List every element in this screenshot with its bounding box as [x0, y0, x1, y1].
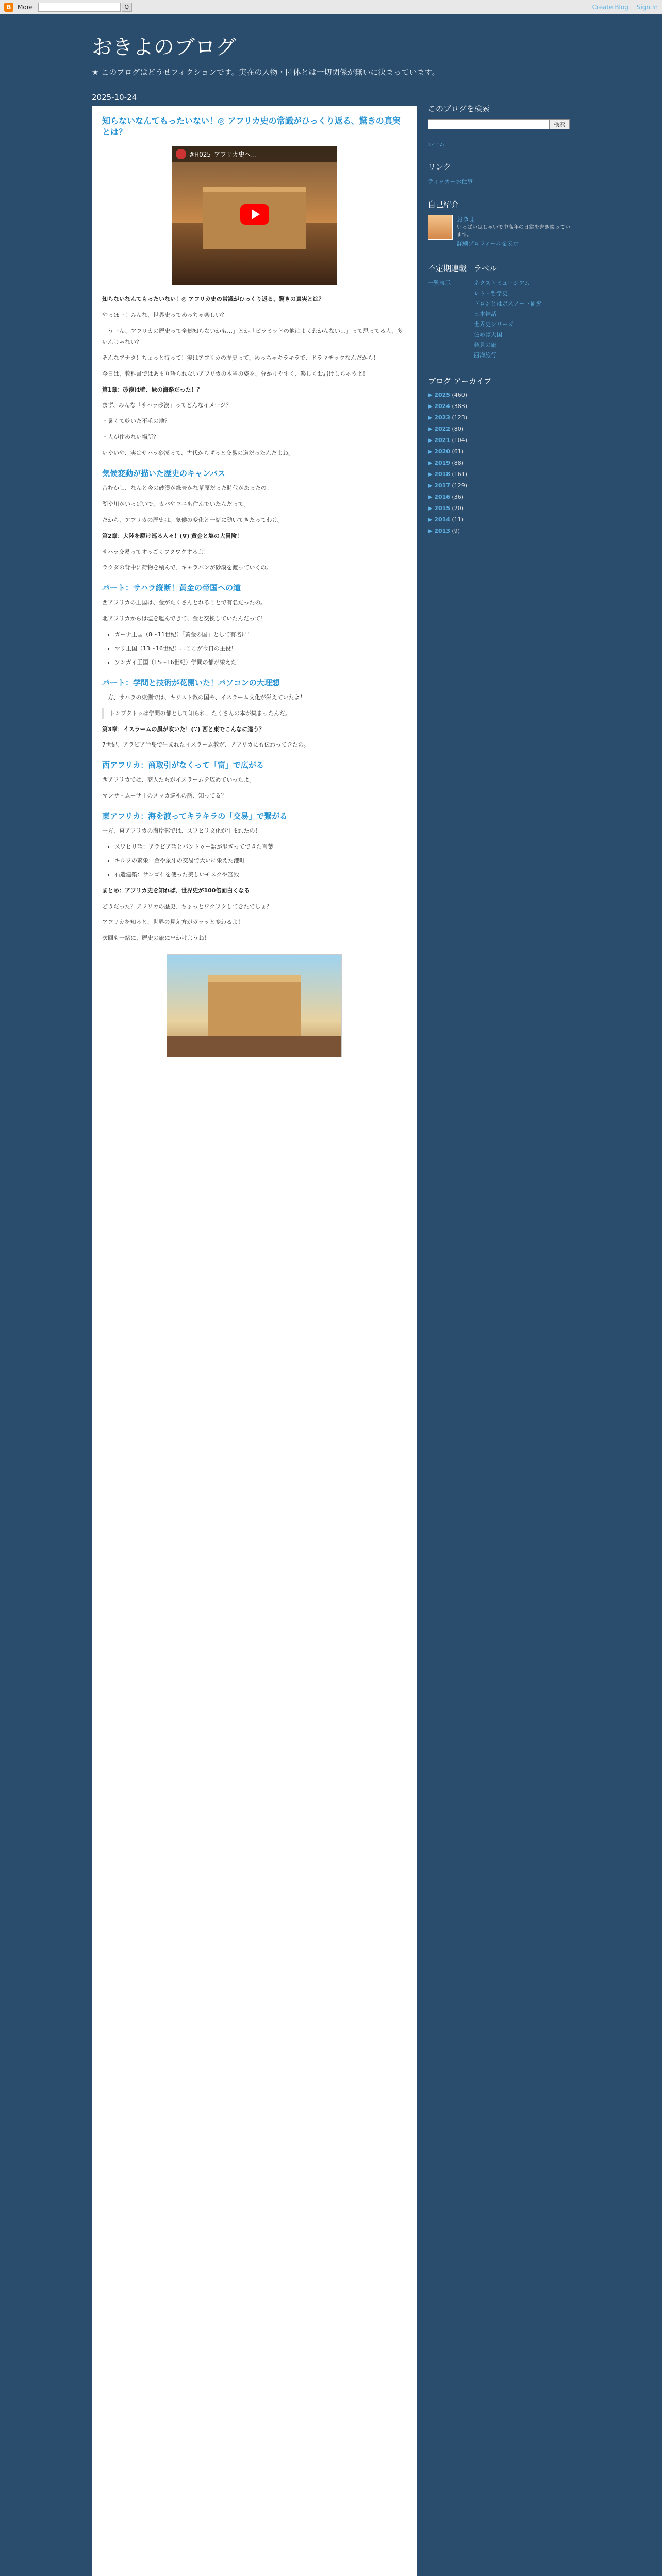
body-paragraph: 今日は、教科書ではあまり語られないアフリカの本当の姿を、分かりやすく、楽しくお届けしちゃうよ！ — [102, 370, 369, 377]
section-heading: 気候変動が描いた歴史のキャンバス — [102, 468, 225, 478]
search-row — [428, 119, 572, 129]
ending-line: 次回も一緒に、歴史の旅に出かけようね！ — [102, 935, 210, 942]
sidebar-link[interactable]: ティッカーお仕事 — [428, 178, 473, 185]
section-line: 西アフリカでは、商人たちがイスラームを広めていったよ。 — [102, 776, 255, 784]
play-icon — [252, 209, 260, 219]
embedded-video[interactable] — [172, 146, 337, 285]
blog-search-input[interactable] — [428, 119, 549, 129]
video-title-bar — [172, 146, 337, 162]
blog-header — [92, 31, 571, 77]
section-heading: パート：学問と技術が花開いた！パソコンの大理想 — [102, 677, 280, 687]
archive-year[interactable]: ▶ 2020 (61) — [428, 448, 464, 455]
search-widget-title: このブログを検索 — [428, 104, 490, 113]
blog-search-button[interactable]: 検索 — [549, 119, 570, 129]
sidebar — [428, 103, 572, 548]
post-date: 2025-10-24 — [92, 93, 137, 102]
post-title[interactable]: 知らないなんてもったいない！◎ アフリカ史の常識がひっくり返る、驚きの真実とは？ — [102, 116, 401, 137]
sign-in-link[interactable]: Sign In — [636, 3, 658, 11]
list-item: • キルワの繁栄：金や象牙の交易で大いに栄えた港町 — [114, 856, 406, 867]
section-line: サハラ交易ってすっごくワクワクするよ！ — [102, 548, 209, 555]
body-paragraph: そんなアナタ！ちょっと待って！実はアフリカの歴史って、めっちゃキラキラで、ドラマチックなんだから！ — [102, 354, 379, 361]
section-heading: パート：サハラ縦断！黄金の帝国への道 — [102, 583, 241, 593]
archive-year[interactable]: ▶ 2025 (460) — [428, 392, 467, 398]
list-item: • ソンガイ王国（15〜16世紀）学問の都が栄えた！ — [114, 657, 406, 668]
ending-title: まとめ：アフリカ史を知れば、世界史が100倍面白くなる — [102, 887, 250, 894]
main-column — [92, 93, 417, 2576]
section-line: いやいや、実はサハラ砂漠って、古代からずっと交易の道だったんだよね。 — [102, 450, 294, 457]
section-line: 7世紀、アラビア半島で生まれたイスラーム教が、アフリカにも伝わってきたの。 — [102, 741, 309, 749]
section-line: 一方、東アフリカの海岸部では、スワヒリ文化が生まれたの！ — [102, 827, 261, 835]
navbar-search-input[interactable] — [38, 3, 121, 12]
play-button[interactable] — [240, 204, 269, 225]
series-widget — [428, 263, 467, 361]
blogger-navbar — [0, 0, 662, 14]
list-item: • ガーナ王国（8〜11世紀）「黄金の国」として有名に！ — [114, 630, 406, 640]
body-paragraph: 「うーん、アフリカの歴史って全然知らないかも…」とか「ピラミッドの他はよくわかんない…」って思ってる人、多いんじゃない？ — [102, 327, 403, 345]
search-widget — [428, 103, 572, 148]
ending-line: アフリカを知ると、世界の見え方がガラッと変わるよ！ — [102, 919, 244, 926]
profile-name[interactable]: おきよ — [457, 216, 476, 223]
section-line: ラクダの背中に荷物を積んで、キャラバンが砂漠を渡っていくの。 — [102, 564, 272, 571]
section-heading: 西アフリカ：商取引がなくって「富」で広がる — [102, 760, 264, 770]
list-item: • マリ王国（13〜16世紀）…ここが今日の主役！ — [114, 643, 406, 654]
section-line: だから、アフリカの歴史は、気候の変化と一緒に動いてきたってわけ。 — [102, 516, 284, 523]
avatar[interactable] — [428, 215, 453, 240]
label-link[interactable]: 西洋旅行 — [474, 352, 497, 359]
section-line: まず、みんな「サハラ砂漠」ってどんなイメージ？ — [102, 402, 232, 409]
labels-area — [428, 263, 572, 361]
label-link[interactable]: 発見の旅 — [474, 342, 497, 348]
list-item: • 石造建築：サンゴ石を使った美しいモスクや宮殿 — [114, 870, 406, 880]
archive-year[interactable]: ▶ 2017 (129) — [428, 482, 467, 489]
links-widget — [428, 161, 572, 185]
profile-widget-title: 自己紹介 — [428, 200, 459, 209]
post-image[interactable] — [167, 954, 342, 1057]
archive-year[interactable]: ▶ 2013 (9) — [428, 528, 460, 534]
series-link[interactable]: 一覧表示 — [428, 280, 451, 286]
blogger-logo-icon[interactable]: B — [4, 3, 13, 12]
navbar-right-links — [592, 4, 658, 11]
channel-avatar[interactable] — [176, 149, 186, 159]
section-heading: 東アフリカ：海を渡ってキラキラの「交易」で繋がる — [102, 811, 288, 821]
labels-widget-title: ラベル — [474, 264, 498, 273]
video-title[interactable]: #H025_アフリカ史へ… — [189, 150, 257, 158]
section-line: 湖や川がいっぱいで、カバやワニも住んでいたんだって。 — [102, 500, 250, 507]
section-line: 北アフリカからは塩を運んできて、金と交換していたんだって！ — [102, 615, 267, 622]
archive-year[interactable]: ▶ 2023 (123) — [428, 414, 467, 421]
create-blog-link[interactable]: Create Blog — [592, 3, 628, 11]
links-widget-title: リンク — [428, 162, 451, 172]
label-link[interactable]: レト・哲学史 — [474, 290, 508, 297]
section-line: マンサ・ムーサ王のメッカ巡礼の話、知ってる？ — [102, 792, 227, 800]
section-line: ・人が住めない場所？ — [102, 434, 159, 441]
profile-widget — [428, 199, 572, 249]
archive-year[interactable]: ▶ 2015 (20) — [428, 505, 464, 512]
archive-year[interactable]: ▶ 2014 (11) — [428, 516, 464, 523]
blog-description: ★ このブログはどうせフィクションです。実在の人物・団体とは一切関係が無いに決まっています。 — [92, 67, 440, 77]
label-link[interactable]: 日本神話 — [474, 311, 497, 317]
more-menu[interactable]: More — [18, 3, 33, 11]
label-link[interactable]: 住めば天国 — [474, 331, 503, 338]
bullet-list — [114, 630, 406, 668]
section-line: 一方、サハラの東側では、キリスト教の国や、イスラーム文化が栄えていたよ！ — [102, 693, 306, 701]
section-line: 西アフリカの王国は、金がたくさんとれることで有名だったの。 — [102, 599, 267, 606]
navbar-search-button[interactable]: Q — [122, 3, 132, 12]
section-quote: トンブクトゥは学問の都として知られ、たくさんの本が集まったんだ。 — [102, 708, 406, 719]
archive-year[interactable]: ▶ 2016 (36) — [428, 494, 464, 500]
body-paragraph: やっほー！みんな、世界史ってめっちゃ楽しい？ — [102, 312, 227, 319]
profile-text: いっぱいはしゃいで中高年の日常を書き綴っています。 — [457, 225, 570, 238]
ending-line: どうだった？アフリカの歴史、ちょっとワクワクしてきたでしょ？ — [102, 903, 272, 910]
label-link[interactable]: 世界史シリーズ — [474, 321, 514, 328]
image-building — [208, 975, 301, 1042]
profile — [428, 215, 572, 249]
label-link[interactable]: ドロンとはボスノート研究 — [474, 300, 542, 307]
image-crowd — [167, 1036, 341, 1057]
profile-link[interactable]: 詳細プロフィールを表示 — [457, 240, 519, 247]
post-body — [102, 294, 406, 944]
section-line: 昔むかし、なんと今の砂漠が緑豊かな草原だった時代があったの！ — [102, 484, 272, 492]
archive-year[interactable]: ▶ 2021 (104) — [428, 437, 467, 444]
section-heading: 第1章：砂漠は壁、緑の海路だった！？ — [102, 386, 203, 393]
sidebar-home-link[interactable]: ホーム — [428, 141, 445, 147]
archive-year[interactable]: ▶ 2018 (161) — [428, 471, 467, 478]
post — [92, 106, 417, 2576]
label-link[interactable]: ネクストミュージアム — [474, 280, 530, 286]
bullet-list — [114, 842, 406, 880]
section-heading: 第3章：イスラームの風が吹いた！(∵) 西と東でこんなに違う？ — [102, 725, 265, 733]
archive-widget — [428, 376, 572, 534]
archive-year[interactable]: ▶ 2019 (88) — [428, 460, 464, 466]
body-title: 知らないなんてもったいない！◎ アフリカ史の常識がひっくり返る、驚きの真実とは？ — [102, 296, 324, 303]
archive-year[interactable]: ▶ 2022 (80) — [428, 426, 464, 432]
profile-info — [457, 215, 572, 249]
labels-widget — [474, 263, 542, 361]
archive-year[interactable]: ▶ 2024 (383) — [428, 403, 467, 410]
section-heading: 第2章：大陸を駆け巡る人々！(∀) 黄金と塩の大冒険！ — [102, 532, 243, 539]
list-item: • スワヒリ語：アラビア語とバントゥー語が混ざってできた言葉 — [114, 842, 406, 853]
series-widget-title: 不定期連載 — [428, 264, 467, 273]
section-line: ・暑くて乾いた不毛の地？ — [102, 418, 170, 425]
archive-widget-title: ブログ アーカイブ — [428, 377, 492, 386]
blog-title[interactable]: おきよのブログ — [92, 36, 236, 59]
